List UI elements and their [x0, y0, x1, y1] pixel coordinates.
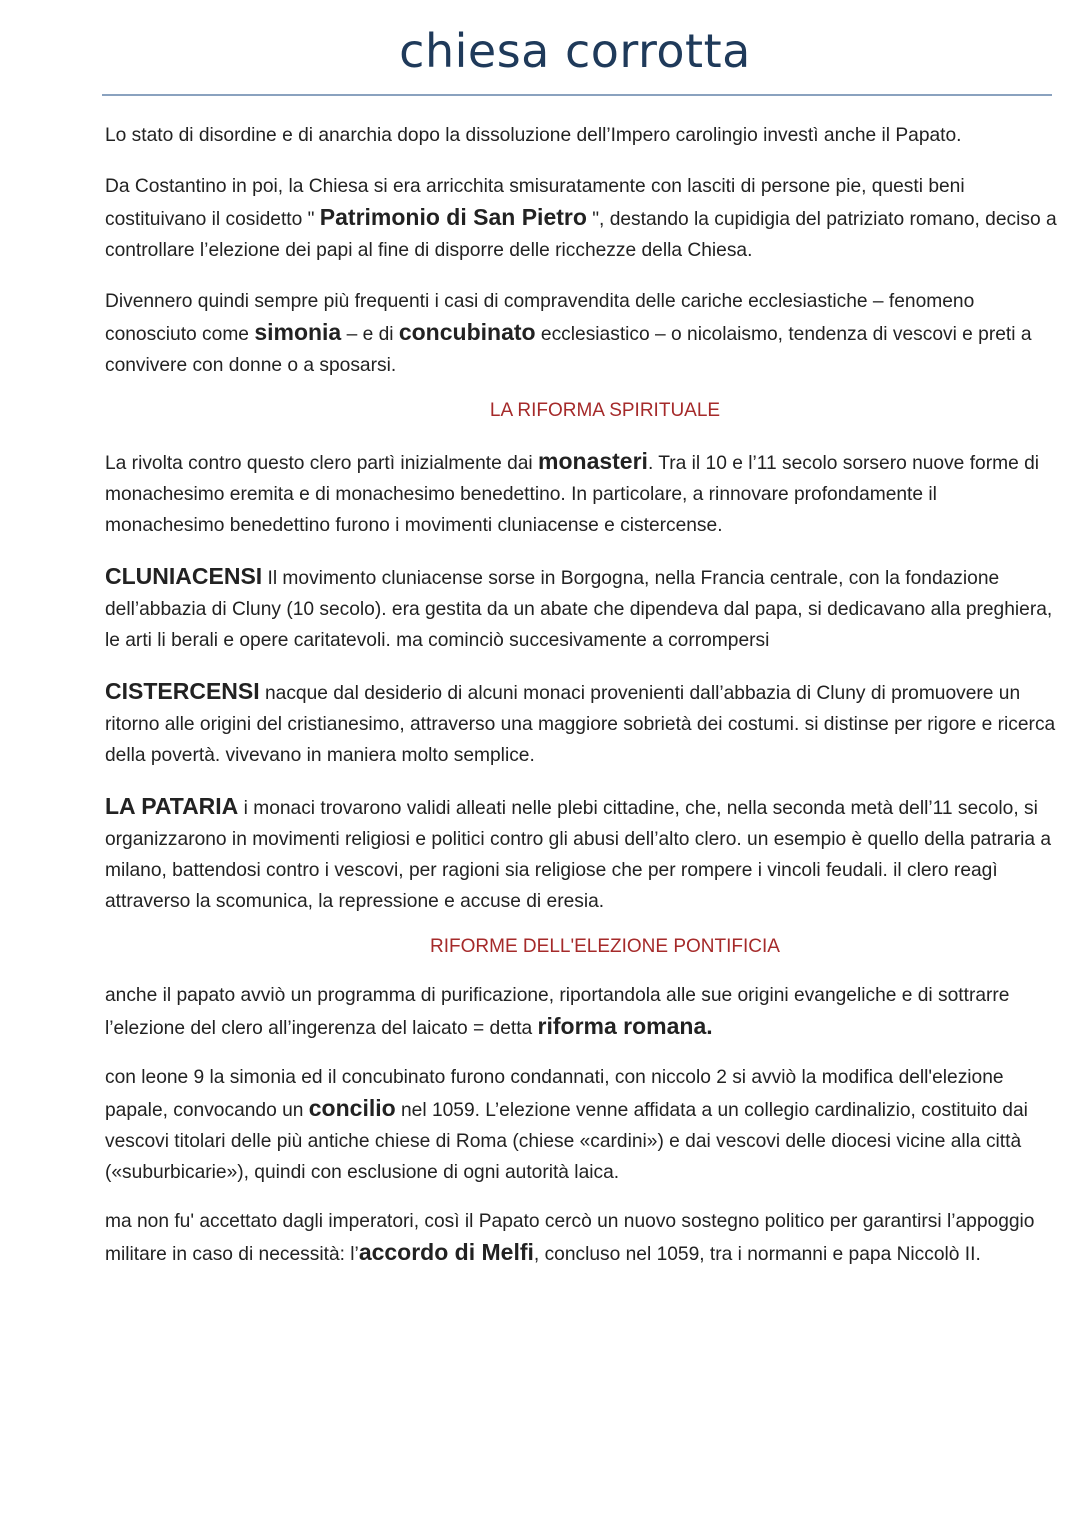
paragraph-riforma-romana [105, 980, 1060, 1044]
keyword-riforma-romana: riforma romana. [537, 1013, 713, 1039]
keyword-patrimonio: Patrimonio di San Pietro [319, 204, 587, 230]
paragraph-text: . Tra il 10 e l’11 secolo sorsero nuove forme di monachesimo eremita e di monachesimo benedettino. In particolare, a rinnovare profondamente il monachesimo benedettino furono i movimenti cluniacense e cistercense. [105, 453, 1039, 536]
document-body [105, 120, 1060, 1270]
subheading-cluniacensi: CLUNIACENSI [105, 563, 263, 589]
paragraph-cluniacensi [105, 561, 1060, 656]
paragraph-text: La rivolta contro questo clero partì inizialmente dai [105, 453, 539, 474]
paragraph-simonia [105, 286, 1060, 381]
paragraph-melfi [105, 1206, 1060, 1270]
section-heading-riforma-spirituale: LA RIFORMA SPIRITUALE [489, 400, 721, 421]
paragraph-text: , concluso nel 1059, tra i normanni e papa Niccolò II. [533, 1244, 981, 1265]
section-heading-riforme-elezione: RIFORME DELL'ELEZIONE PONTIFICIA [430, 936, 780, 957]
paragraph-pataria [105, 791, 1060, 917]
paragraph-text: nel 1059. L’elezione venne affidata a un collegio cardinalizio, costituito dai vescovi titolari delle più antiche chiese di Roma (chiese «cardini») e dai vescovi delle diocesi vicine alla città («suburbicarie»), quindi con esclusione di ogni autorità laica. [105, 1100, 1028, 1183]
paragraph-cistercensi [105, 676, 1060, 771]
paragraph-text: Da Costantino in poi, la Chiesa si era arricchita smisuratamente con lasciti di persone pie, questi beni costituivano il cosidetto " [105, 176, 965, 230]
paragraph-text: ecclesiastico – o nicolaismo, tendenza di vescovi e preti a convivere con donne o a sposarsi. [105, 324, 1032, 376]
paragraph-text: anche il papato avviò un programma di purificazione, riportandola alle sue origini evangeliche e di sottrarre l’elezione del clero all’ingerenza del laicato = detta [105, 985, 1010, 1039]
paragraph-concilio [105, 1062, 1060, 1188]
paragraph-text: Divennero quindi sempre più frequenti i casi di compravendita delle cariche ecclesiastiche – fenomeno conosciuto come [105, 291, 975, 345]
keyword-simonia: simonia [254, 319, 342, 345]
paragraph-intro [105, 120, 1060, 151]
keyword-monasteri: monasteri [538, 448, 648, 474]
paragraph-text: Lo stato di disordine e di anarchia dopo la dissoluzione dell’Impero carolingio investì anche il Papato. [105, 125, 962, 146]
paragraph-monasteri [105, 446, 1060, 541]
paragraph-text: ma non fu' accettato dagli imperatori, così il Papato cercò un nuovo sostegno politico per garantirsi l’appoggio militare in caso di necessità: l’ [105, 1211, 1035, 1265]
subheading-pataria: LA PATARIA [105, 793, 239, 819]
paragraph-patrimonio [105, 171, 1060, 266]
keyword-concilio: concilio [308, 1095, 396, 1121]
paragraph-text: con leone 9 la simonia ed il concubinato furono condannati, con niccolo 2 si avviò la modifica dell'elezione papale, convocando un [105, 1067, 1004, 1121]
page-title: chiesa corrotta [399, 24, 751, 78]
keyword-accordo-melfi: accordo di Melfi [358, 1239, 534, 1265]
paragraph-text: ", destando la cupidigia del patriziato romano, deciso a controllare l’elezione dei papi al fine di disporre delle ricchezze della Chiesa. [105, 209, 1057, 261]
paragraph-text: nacque dal desiderio di alcuni monaci provenienti dall’abbazia di Cluny di promuovere un ritorno alle origini del cristianesimo, attraverso una maggiore sobrietà dei costumi. si distinse per rigore e ricerca della povertà. vivevano in maniera molto semplice. [105, 683, 1056, 766]
paragraph-text: – e di [341, 324, 399, 345]
paragraph-text: Il movimento cluniacense sorse in Borgogna, nella Francia centrale, con la fondazione dell’abbazia di Cluny (10 secolo). era gestita da un abate che dipendeva dal papa, si dedicavano alla preghiera, le arti li berali e opere caritatevoli. ma cominciò succesivamente a corrompersi [105, 568, 1053, 651]
title-divider [102, 94, 1052, 96]
keyword-concubinato: concubinato [398, 319, 536, 345]
subheading-cistercensi: CISTERCENSI [105, 678, 260, 704]
paragraph-text: i monaci trovarono validi alleati nelle plebi cittadine, che, nella seconda metà dell’11 secolo, si organizzarono in movimenti religiosi e politici contro gli abusi dell’alto clero. un esempio è quello della patraria a milano, battendosi contro i vescovi, per ragioni sia religiose che per rompere i vincoli feudali. il clero reagì attraverso la scomunica, la repressione e accuse di eresia. [105, 798, 1052, 912]
